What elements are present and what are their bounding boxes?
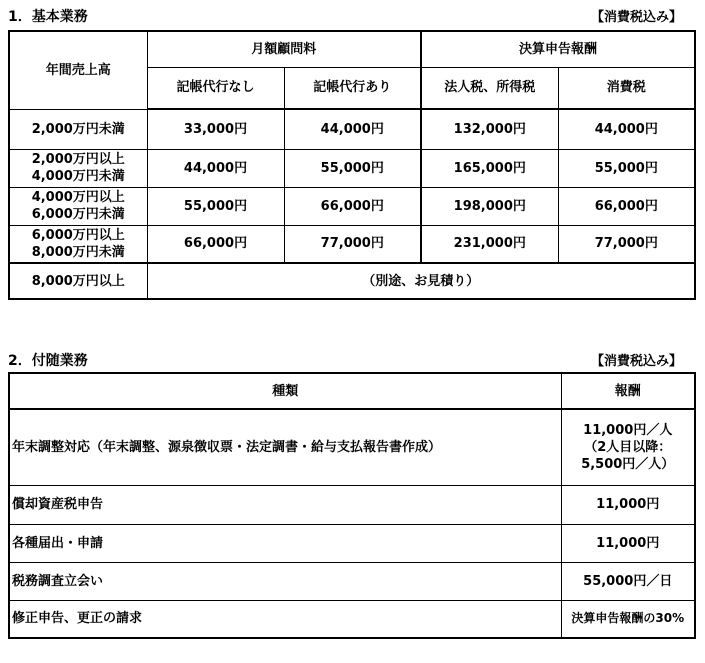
- fee-no-bookkeeping: 55,000円: [147, 187, 284, 225]
- service-fee: 11,000円: [561, 485, 695, 524]
- service-type: 各種届出・申請: [9, 524, 561, 562]
- ancillary-fee-table: [8, 372, 696, 639]
- sales-range: 2,000万円未満: [9, 109, 147, 149]
- table-row: [9, 562, 695, 600]
- section1-heading: 1．基本業務: [8, 9, 88, 25]
- fee-consumption-tax: 77,000円: [558, 225, 695, 263]
- service-type: 税務調査立会い: [9, 562, 561, 600]
- section1-tax-note: 【消費税込み】: [591, 10, 683, 25]
- table-row: [9, 149, 695, 187]
- fee-consumption-tax: 44,000円: [558, 109, 695, 149]
- service-fee: 決算申告報酬の30%: [561, 600, 695, 638]
- fee-with-bookkeeping: 44,000円: [284, 109, 421, 149]
- header-settlement-fee: 決算申告報酬: [421, 31, 695, 67]
- header-with-bookkeeping: 記帳代行あり: [284, 67, 421, 109]
- fee-consumption-tax: 55,000円: [558, 149, 695, 187]
- table-row: [9, 524, 695, 562]
- sales-range: 8,000万円以上: [9, 263, 147, 299]
- fee-consumption-tax: 66,000円: [558, 187, 695, 225]
- table-row: [9, 109, 695, 149]
- header-consumption-tax: 消費税: [558, 67, 695, 109]
- header-annual-sales: 年間売上高: [9, 31, 147, 109]
- table-row: [9, 187, 695, 225]
- section2-tax-note: 【消費税込み】: [591, 354, 683, 369]
- header-corp-income-tax: 法人税、所得税: [421, 67, 558, 109]
- service-type: 年末調整対応（年末調整、源泉徴収票・法定調書・給与支払報告書作成）: [9, 409, 561, 485]
- fee-no-bookkeeping: 66,000円: [147, 225, 284, 263]
- table-row: [9, 225, 695, 263]
- table-row: [9, 485, 695, 524]
- estimate-note: （別途、お見積り）: [147, 263, 695, 299]
- fee-no-bookkeeping: 44,000円: [147, 149, 284, 187]
- fee-corp-income-tax: 231,000円: [421, 225, 558, 263]
- fee-corp-income-tax: 198,000円: [421, 187, 558, 225]
- table-row: [9, 600, 695, 638]
- service-type: 償却資産税申告: [9, 485, 561, 524]
- fee-corp-income-tax: 132,000円: [421, 109, 558, 149]
- section2-heading: 2．付随業務: [8, 353, 88, 369]
- service-fee: 55,000円／日: [561, 562, 695, 600]
- header-no-bookkeeping: 記帳代行なし: [147, 67, 284, 109]
- service-fee: 11,000円: [561, 524, 695, 562]
- service-type: 修正申告、更正の請求: [9, 600, 561, 638]
- service-fee: 11,000円／人 （2人目以降： 5,500円／人）: [561, 409, 695, 485]
- table-row: [9, 409, 695, 485]
- header-type: 種類: [9, 373, 561, 409]
- table-row: [9, 263, 695, 299]
- fee-corp-income-tax: 165,000円: [421, 149, 558, 187]
- fee-with-bookkeeping: 55,000円: [284, 149, 421, 187]
- header-fee: 報酬: [561, 373, 695, 409]
- sales-range: 6,000万円以上 8,000万円未満: [9, 225, 147, 263]
- fee-no-bookkeeping: 33,000円: [147, 109, 284, 149]
- header-monthly-fee: 月額顧問料: [147, 31, 421, 67]
- sales-range: 2,000万円以上 4,000万円未満: [9, 149, 147, 187]
- fee-with-bookkeeping: 77,000円: [284, 225, 421, 263]
- basic-fee-table: [8, 30, 696, 300]
- fee-with-bookkeeping: 66,000円: [284, 187, 421, 225]
- sales-range: 4,000万円以上 6,000万円未満: [9, 187, 147, 225]
